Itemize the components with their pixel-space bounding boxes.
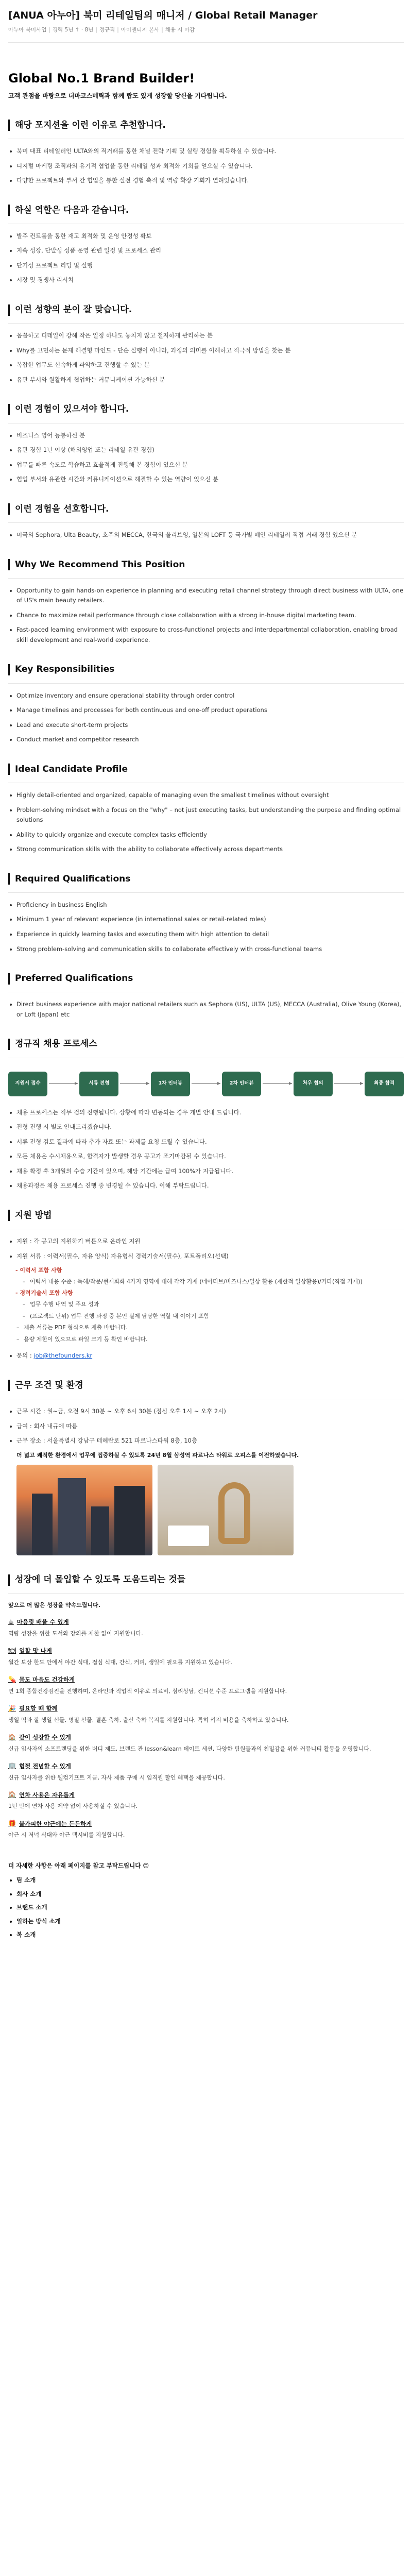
list-item: 지속 성장, 단발성 성품 운영 관련 일정 및 프로세스 관리 [8, 246, 404, 256]
list-item: 시장 및 경쟁사 리서치 [8, 275, 404, 285]
arrow-right-icon [192, 1083, 220, 1084]
pill-icon: 💊 [8, 1675, 16, 1683]
list-item: Minimum 1 year of relevant experience (in international sales or retail-related roles) [8, 914, 404, 925]
benefit-title: 힘껏 전념할 수 있게 [19, 1762, 71, 1770]
benefit-desc: 생일 떡과 잘 생일 선물, 명절 선물, 결혼 축하, 출산 축하 복지를 지원합니다. 특히 키지 비용을 축하하고 있습니다. [8, 1716, 289, 1723]
home-icon: 🏠 [8, 1791, 16, 1799]
section-bar [8, 559, 10, 570]
list-item: 협업 부서와 유관한 시간와 커뮤니케이션으로 해결할 수 있는 역량이 있으신 분 [8, 474, 404, 485]
list-item: Problem-solving mindset with a focus on the "why" – not just executing tasks, but understanding the purpose and finding optimal solutions [8, 805, 404, 825]
building-icon: 🏢 [8, 1762, 16, 1770]
sub-list-item: – 이력서 내용 수준 : 독해/작문/현재회화 4가지 영역에 대해 각각 기재 (네이티브/비즈니스/일상 활용 (제한적 일상활용)/기타(직접 기재)) [23, 1277, 404, 1286]
meta-separator: | [117, 26, 119, 33]
posting-content [0, 71, 412, 1939]
career-doc-requirements-label: - 경력기술서 포함 사항 [15, 1290, 73, 1297]
link-work-style[interactable]: 일하는 방식 소개 [8, 1917, 404, 1926]
list-item: 업무를 빠른 속도로 학습하고 효율적게 진행해 본 경험이 있으신 분 [8, 460, 404, 470]
section-how-to-apply [8, 1209, 404, 1361]
section-title: Why We Recommend This Position [15, 559, 185, 570]
section-bar [8, 404, 10, 415]
list-item: Optimize inventory and ensure operational stability through order control [8, 691, 404, 701]
section-title: 이런 성향의 분이 잘 맞습니다. [15, 304, 132, 315]
hero-title: Global No.1 Brand Builder! [8, 71, 195, 86]
list-item: Proficiency in business English [8, 900, 404, 910]
section-why-korean [8, 118, 404, 186]
list-item: 지원 서류 : 이력서(필수, 자유 양식) 자유형식 경력기술서(필수), 포트폴리오(선택) [8, 1251, 404, 1262]
benefit-item [8, 1617, 404, 1639]
process-step-second-interview: 2차 인터뷰 [222, 1072, 261, 1096]
closing-links [8, 1875, 404, 1939]
section-bar [8, 1574, 10, 1586]
coffee-icon: ☕ [8, 1618, 14, 1626]
section-ideal-candidate-english [8, 762, 404, 855]
list-item: Opportunity to gain hands-on experience in planning and executing retail channel strategy through direct business with ULTA, one of US's main beauty retailers. [8, 586, 404, 606]
section-bar [8, 764, 10, 775]
list-item: Lead and execute short-term projects [8, 720, 404, 731]
arrow-right-icon [49, 1083, 78, 1084]
section-hiring-process [8, 1037, 404, 1191]
list-item: Why를 고민하는 문제 해결형 마인드 - 단순 실행이 아니라, 과정의 의미를 이해하고 적극적 방법을 찾는 분 [8, 346, 404, 356]
list-item: 북미 대표 리테일러인 ULTA와의 직거래를 통한 채널 전략 기획 및 실행 경험을 획득하실 수 있습니다. [8, 146, 404, 157]
section-required-english [8, 872, 404, 954]
sub-list-item: – (프로젝트 단위) 업무 진행 과정 중 본인 실제 담당한 역할 내 이야기 포함 [23, 1312, 404, 1321]
list-item: Chance to maximize retail performance through close collaboration with a strong in-house digital marketing team. [8, 611, 404, 621]
arrow-right-icon [334, 1083, 363, 1084]
benefit-item [8, 1646, 404, 1668]
list-item: 채용과정은 채용 프로세스 진행 중 변경될 수 있습니다. 이해 부탁드립니다. [8, 1181, 404, 1191]
list-item: Manage timelines and processes for both continuous and one-off product operations [8, 705, 404, 716]
section-requirements-korean [8, 402, 404, 484]
party-icon: 🎉 [8, 1704, 16, 1712]
contact-email-link[interactable]: job@thefounders.kr [33, 1352, 93, 1360]
section-bar [8, 1039, 10, 1050]
meta-department: 아누아 북미사업 [8, 26, 47, 33]
list-item: 채용 확정 후 3개월의 수습 기간이 있으며, 해당 기간에는 급여 100%가 지급됩니다. [8, 1166, 404, 1177]
list-item: Strong communication skills with the ability to collaborate effectively across departments [8, 844, 404, 855]
link-company-intro[interactable]: 회사 소개 [8, 1889, 404, 1899]
section-growth-benefits [8, 1573, 404, 1840]
list-item: 급여 : 회사 내규에 따름 [8, 1421, 404, 1432]
resume-requirements-label: - 이력서 포함 사항 [15, 1267, 62, 1274]
benefit-item [8, 1819, 404, 1840]
benefit-desc: 월간 보상 한도 안에서 야간 식대, 점심 식대, 간식, 커피, 생일에 필요를 지원하고 있습니다. [8, 1659, 232, 1666]
posting-header [0, 0, 412, 34]
section-title: Required Qualifications [15, 873, 131, 884]
list-item: 디지털 마케팅 조직과의 유기적 협업을 통한 리테일 성과 최적화 기회를 얻으실 수 있습니다. [8, 161, 404, 172]
list-item: Strong problem-solving and communication skills to collaborate effectively with cross-functional teams [8, 944, 404, 955]
section-title: 이런 경험을 선호합니다. [15, 503, 109, 514]
process-step-negotiation: 처우 협의 [294, 1072, 333, 1096]
benefit-desc: 야근 시 저녁 식대와 야근 택시비를 지원합니다. [8, 1832, 125, 1839]
meta-separator: | [161, 26, 163, 33]
section-divider [8, 522, 404, 523]
benefit-desc: 연 1회 종합건강검진을 진행하며, 온라인과 직업적 이유로 의료비, 심리상담, 컨디션 수준 프로그램을 지원합니다. [8, 1687, 287, 1694]
section-fit-korean [8, 303, 404, 385]
gift-icon: 🎁 [8, 1820, 16, 1827]
benefit-desc: 1년 만에 연차 사용 제약 없이 사용하실 수 있습니다. [8, 1803, 138, 1810]
list-item: Direct business experience with major national retailers such as Sephora (US), ULTA (US), MECCA (Australia), Olive Young (Korea), or Loft (Japan) etc [8, 999, 404, 1020]
list-item: 유관 부서와 원활하게 협업하는 커뮤니케이션 가능하신 분 [8, 375, 404, 385]
growth-intro: 앞으로 더 많은 성장을 약속드립니다. [8, 1602, 100, 1609]
list-item: 지원 : 각 공고의 지원하기 버튼으로 온라인 지원 [8, 1236, 404, 1247]
benefit-title: 불가피한 야근에는 든든하게 [19, 1820, 92, 1827]
meta-deadline: 채용 시 마감 [165, 26, 195, 33]
section-bar [8, 205, 10, 216]
job-title: [ANUA 아누아] 북미 리테일팀의 매니저 / Global Retail Manager [8, 10, 318, 21]
section-preferred-english [8, 972, 404, 1020]
list-item: 꼼꼼하고 디테일이 강해 작은 일정 하나도 놓치지 않고 철저하게 관리하는 분 [8, 331, 404, 341]
office-photos [16, 1465, 404, 1555]
list-item: Fast-paced learning environment with exposure to cross-functional projects and interdepartmental collaboration, enabling broad skill development and real-world experience. [8, 625, 404, 645]
section-bar [8, 873, 10, 885]
home-icon: 🏠 [8, 1733, 16, 1741]
list-item: Ability to quickly organize and execute complex tasks efficiently [8, 830, 404, 840]
section-bar [8, 1210, 10, 1221]
section-title: 근무 조건 및 환경 [15, 1380, 83, 1391]
benefit-title: 마음껏 배울 수 있게 [16, 1618, 69, 1626]
link-brand-intro[interactable]: 브랜드 소개 [8, 1903, 404, 1912]
meta-employment-type: 정규직 [99, 26, 115, 33]
list-item: Highly detail-oriented and organized, capable of managing even the smallest timelines without oversight [8, 790, 404, 801]
benefit-title: 일할 맛 나게 [19, 1647, 52, 1655]
list-item: 채용 프로세스는 직무 검의 진행됩니다. 상황에 따라 변동되는 경우 개별 안내 드립니다. [8, 1108, 404, 1118]
section-responsibilities-english [8, 663, 404, 744]
sub-list-item: – 용량 제한이 있으므로 파일 크기 등 확인 바랍니다. [16, 1335, 404, 1344]
process-step-document-review: 서류 전형 [79, 1072, 118, 1096]
section-title: 성장에 더 몰입할 수 있도록 도움드리는 것들 [15, 1574, 186, 1585]
section-divider [8, 578, 404, 579]
list-item: 유관 경험 1년 이상 (해외영업 또는 리테일 유관 경험) [8, 445, 404, 455]
sub-list-item: – 업무 수행 내역 및 주요 성과 [23, 1300, 404, 1309]
benefit-desc: 역량 성장을 위한 도서와 강의를 제한 없이 지원합니다. [8, 1630, 143, 1637]
benefit-desc: 신규 입사자를 위한 웰컴기프트 지급, 자사 제품 구매 시 임직원 할인 혜택을 제공합니다. [8, 1774, 225, 1781]
header-divider [8, 42, 404, 43]
benefit-item [8, 1733, 404, 1754]
list-item: Experience in quickly learning tasks and executing them with high attention to detail [8, 929, 404, 940]
arrow-right-icon [263, 1083, 291, 1084]
list-item: 다양한 프로젝트와 부서 간 협업을 통한 실전 경험 축적 및 역량 확장 기회가 열려있습니다. [8, 176, 404, 186]
list-item: 서류 전형 검토 결과에 따라 추가 자료 또는 과제를 요청 드릴 수 있습니다. [8, 1137, 404, 1147]
office-move-note: 더 넓고 쾌적한 환경에서 업무에 집중하실 수 있도록 24년 8월 삼성역 파르나스 타워로 오피스를 이전하였습니다. [16, 1451, 299, 1459]
section-bar [8, 304, 10, 316]
arrow-right-icon [120, 1083, 149, 1084]
section-work-conditions [8, 1379, 404, 1555]
office-building-photo [16, 1465, 152, 1555]
list-item: 발주 컨트롤을 통한 재고 최적화 및 운영 안정성 확보 [8, 231, 404, 242]
section-title: 해당 포지션을 이런 이유로 추천합니다. [15, 120, 166, 130]
contact-label: 문의 : [16, 1352, 32, 1360]
list-item: 비즈니스 영어 능통하신 분 [8, 431, 404, 441]
section-preferred-korean [8, 502, 404, 540]
section-bar [8, 120, 10, 131]
list-item: 전형 진행 시 별도 안내드리겠습니다. [8, 1122, 404, 1132]
job-meta-row [8, 26, 404, 35]
closing-text: 더 자세한 사항은 아래 페이지를 참고 부탁드립니다 😊 [8, 1862, 149, 1870]
list-item: 단기성 프로젝트 리딩 및 실행 [8, 261, 404, 271]
meta-location: 아이센티지 본사 [121, 26, 160, 33]
meta-experience: 경력 5년 ↑ · 8년 [52, 26, 94, 33]
process-flow [8, 1072, 404, 1096]
benefit-title: 필요할 때 함께 [19, 1705, 58, 1713]
section-title: Key Responsibilities [15, 664, 115, 675]
list-item: 미국의 Sephora, Ulta Beauty, 호주의 MECCA, 한국의 올리브영, 일본의 LOFT 등 국가별 메인 리테일러 직접 거래 경험 있으신 분 [8, 530, 404, 540]
meta-separator: | [95, 26, 97, 33]
section-title: 정규직 채용 프로세스 [15, 1039, 97, 1049]
list-item: 근무 장소 : 서울특별시 강남구 테헤란로 521 파르나스타워 8층, 10층 [8, 1436, 404, 1446]
process-step-apply: 지원서 접수 [8, 1072, 47, 1096]
list-item: 복잡한 업무도 신속하게 파악하고 진행할 수 있는 분 [8, 360, 404, 370]
list-item: 근무 시간 : 월~금, 오전 9시 30분 ~ 오후 6시 30분 (점심 오후 1시 ~ 오후 2시) [8, 1406, 404, 1417]
section-divider [8, 892, 404, 893]
section-role-korean [8, 204, 404, 285]
section-bar [8, 503, 10, 515]
sub-list-item: – 제출 서류는 PDF 형식으로 제출 바랍니다. [16, 1323, 404, 1332]
office-interior-photo [158, 1465, 294, 1555]
list-item: 모든 채용은 수시채용으로, 합격자가 발생할 경우 공고가 조기마감될 수 있습니다. [8, 1151, 404, 1162]
section-divider [8, 683, 404, 684]
list-item: Conduct market and competitor research [8, 735, 404, 745]
meta-separator: | [48, 26, 50, 33]
benefit-item [8, 1675, 404, 1697]
link-benefits[interactable]: 복 소개 [8, 1930, 404, 1939]
section-title: 하실 역할은 다음과 같습니다. [15, 205, 129, 215]
section-title: Ideal Candidate Profile [15, 764, 128, 774]
benefit-item [8, 1704, 404, 1725]
section-bar [8, 664, 10, 675]
link-team-intro[interactable]: 팀 소개 [8, 1875, 404, 1885]
contact-item [8, 1351, 404, 1361]
benefit-item [8, 1790, 404, 1811]
section-bar [8, 1380, 10, 1391]
benefit-desc: 신규 입사자의 소프트랜딩을 위한 버디 제도, 브랜드 관 lesson&learn 데이트 세션, 다양한 팀원들과의 친밀감을 위한 커뮤니티 활동을 운영합니다. [8, 1745, 371, 1752]
section-title: 지원 방법 [15, 1210, 52, 1221]
section-why-english [8, 558, 404, 646]
section-title: Preferred Qualifications [15, 973, 133, 984]
process-step-final: 최종 합격 [365, 1072, 404, 1096]
section-divider [8, 323, 404, 324]
section-bar [8, 973, 10, 985]
section-title: 이런 경험이 있으셔야 합니다. [15, 404, 129, 415]
process-step-first-interview: 1차 인터뷰 [151, 1072, 190, 1096]
benefit-title: 연차 사용은 자유롭게 [19, 1791, 75, 1799]
benefit-title: 몸도 마음도 건강하게 [19, 1676, 75, 1684]
benefit-item [8, 1761, 404, 1783]
meal-icon: 🍽 [8, 1647, 16, 1654]
hero-subtitle: 고객 관점을 바탕으로 더마코스메틱과 함께 탑도 있게 성장할 당신을 기다립니다. [8, 92, 227, 99]
section-divider [8, 1593, 404, 1594]
benefit-title: 같이 성장할 수 있게 [19, 1733, 71, 1741]
